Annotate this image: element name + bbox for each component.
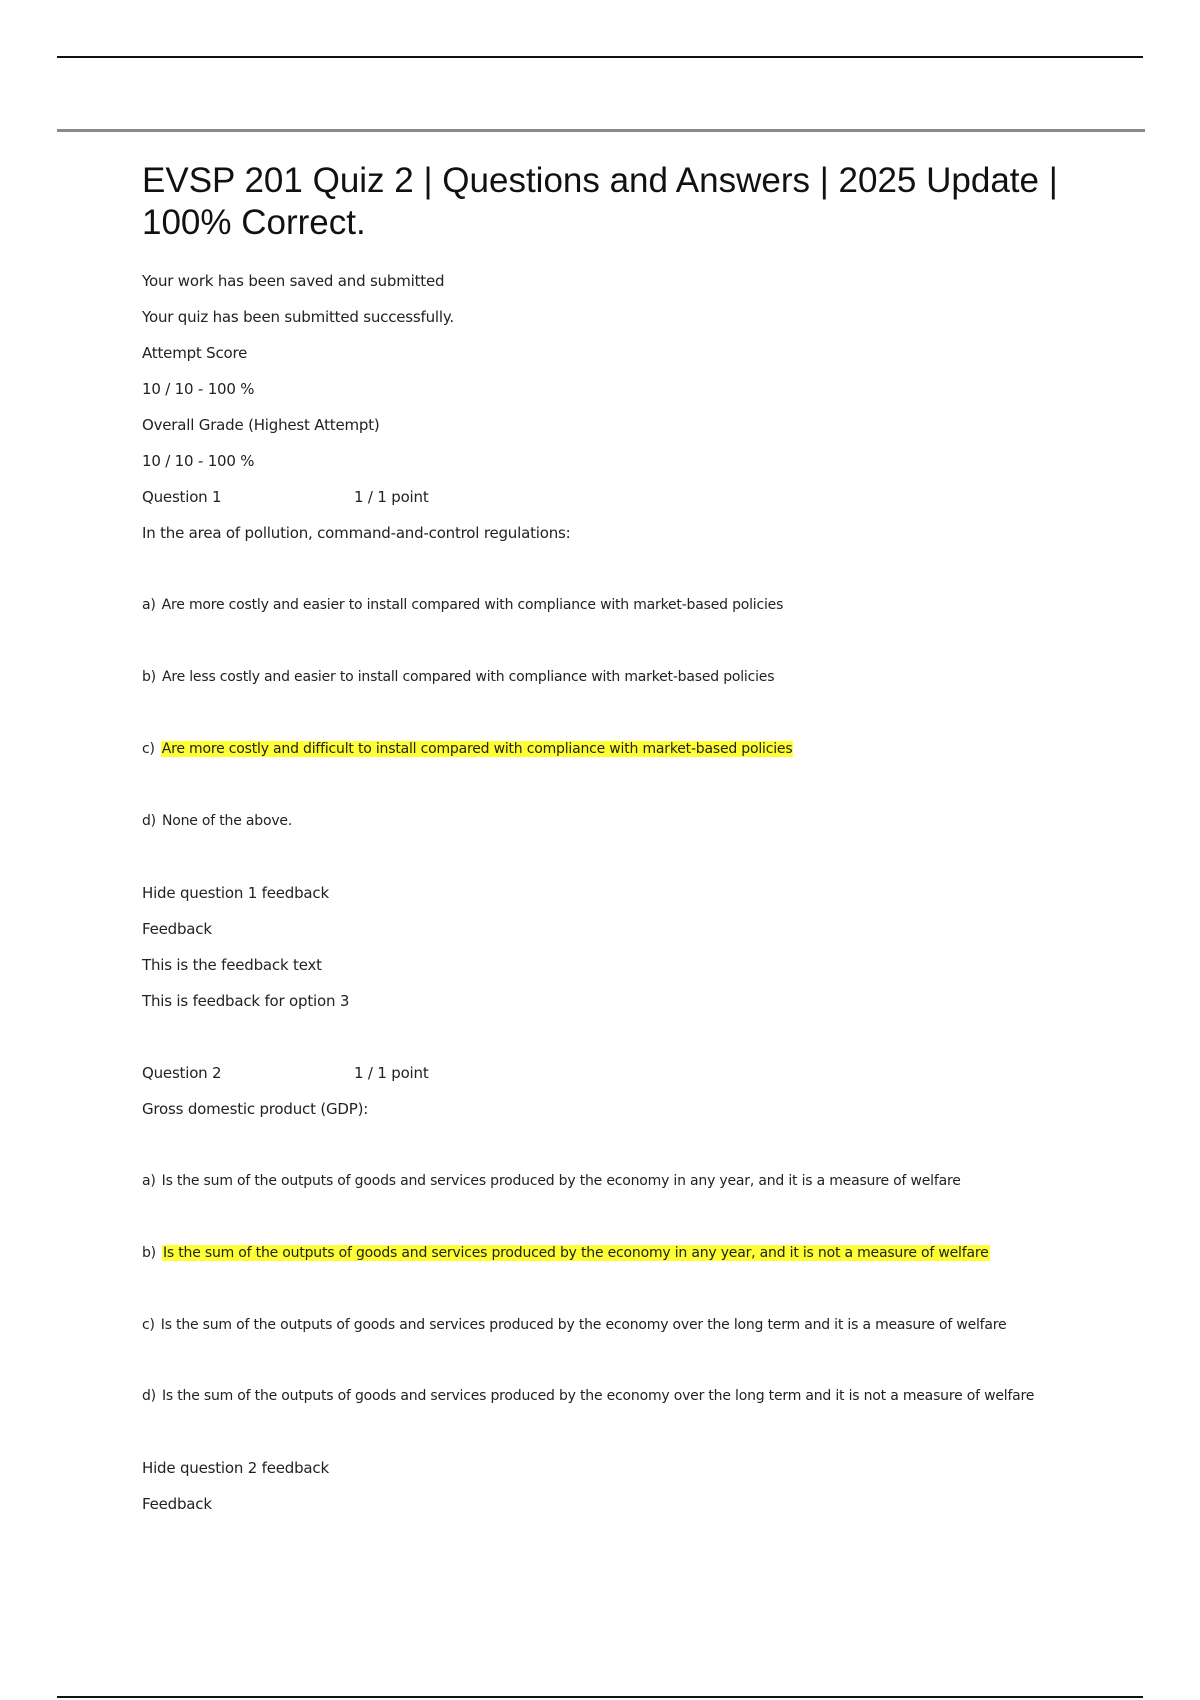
question-2-header <box>142 1063 1062 1083</box>
question-1-header <box>142 487 1062 507</box>
top-rule <box>57 56 1143 58</box>
question-2-option-b: b) Is the sum of the outputs of goods and services produced by the economy in any year, and it is not a measure of welfare <box>142 1245 989 1261</box>
question-2-feedback-label: Feedback <box>142 1495 212 1513</box>
question-2-prompt: Gross domestic product (GDP): <box>142 1100 369 1118</box>
question-1-feedback-text: This is the feedback text <box>142 956 322 974</box>
option-text: None of the above. <box>161 813 293 829</box>
question-2-option-c: c) Is the sum of the outputs of goods and services produced by the economy over the long term and it is a measure of welfare <box>142 1317 1007 1333</box>
correct-answer-highlight: Is the sum of the outputs of goods and services produced by the economy in any year, and it is not a measure of welfare <box>162 1245 989 1261</box>
header-divider <box>57 129 1145 132</box>
question-1-option-a: a) Are more costly and easier to install compared with compliance with market-based policies <box>142 597 784 613</box>
overall-grade-label: Overall Grade (Highest Attempt) <box>142 416 380 434</box>
overall-grade-value: 10 / 10 - 100 % <box>142 452 255 470</box>
question-1-feedback-label: Feedback <box>142 920 212 938</box>
question-2-option-a: a) Is the sum of the outputs of goods and services produced by the economy in any year, and it is a measure of welfare <box>142 1173 961 1189</box>
question-1-feedback-option: This is feedback for option 3 <box>142 992 350 1010</box>
submitted-status: Your quiz has been submitted successfully. <box>142 308 454 326</box>
saved-status: Your work has been saved and submitted <box>142 272 445 290</box>
question-1-points: 1 / 1 point <box>354 488 429 506</box>
attempt-score-value: 10 / 10 - 100 % <box>142 380 255 398</box>
option-text: Are less costly and easier to install compared with compliance with market-based policies <box>161 669 775 685</box>
option-text: Is the sum of the outputs of goods and services produced by the economy over the long term and it is not a measure of welfare <box>161 1388 1035 1404</box>
question-1-label: Question 1 <box>142 488 222 506</box>
question-1-option-c: c) Are more costly and difficult to install compared with compliance with market-based policies <box>142 741 793 757</box>
correct-answer-highlight: Are more costly and difficult to install compared with compliance with market-based policies <box>161 741 793 757</box>
option-text: Is the sum of the outputs of goods and services produced by the economy in any year, and it is a measure of welfare <box>161 1173 961 1189</box>
question-1-prompt: In the area of pollution, command-and-control regulations: <box>142 524 571 542</box>
question-1-option-b: b) Are less costly and easier to install compared with compliance with market-based policies <box>142 669 775 685</box>
question-2-option-d: d) Is the sum of the outputs of goods and services produced by the economy over the long term and it is not a measure of welfare <box>142 1388 1035 1404</box>
option-text: Is the sum of the outputs of goods and services produced by the economy over the long term and it is a measure of welfare <box>160 1317 1007 1333</box>
option-text: Are more costly and easier to install compared with compliance with market-based policies <box>161 597 784 613</box>
bottom-rule <box>57 1696 1143 1698</box>
hide-question-2-feedback[interactable]: Hide question 2 feedback <box>142 1459 329 1477</box>
question-1-option-d: d) None of the above. <box>142 813 293 829</box>
question-2-label: Question 2 <box>142 1064 222 1082</box>
attempt-score-label: Attempt Score <box>142 344 248 362</box>
question-2-points: 1 / 1 point <box>354 1064 429 1082</box>
document-body <box>142 160 1062 1530</box>
page-title: EVSP 201 Quiz 2 | Questions and Answers | 2025 Update | 100% Correct. <box>142 161 1058 242</box>
hide-question-1-feedback[interactable]: Hide question 1 feedback <box>142 884 329 902</box>
